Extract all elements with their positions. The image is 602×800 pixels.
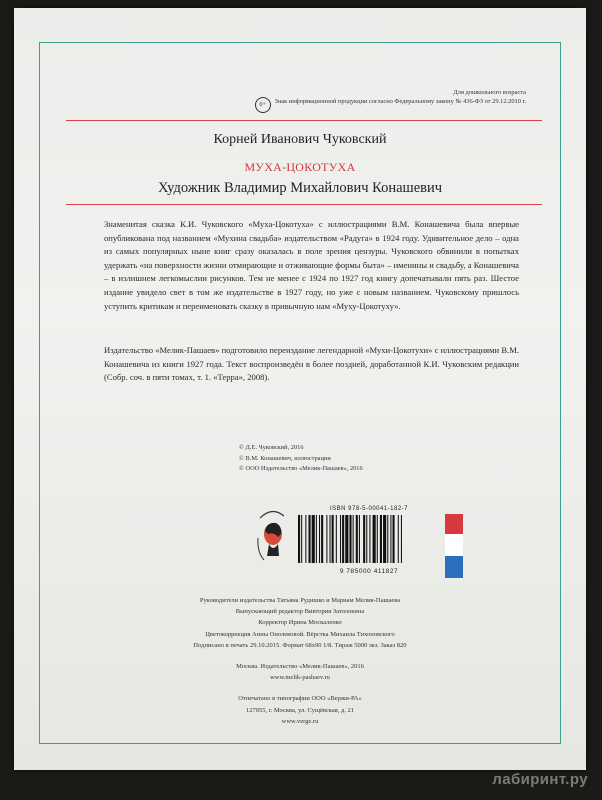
- age-badge: 0+: [255, 97, 271, 113]
- age-note-line2: Знак информационной продукции согласно Федеральному закону № 436-ФЗ от 29.12.2010 г.: [274, 98, 526, 106]
- copyright-line: © Д.Е. Чуковский, 2016: [239, 444, 304, 451]
- copyright-line: © В.М. Конашевич, иллюстрации: [239, 454, 331, 462]
- barcode-bar: [383, 515, 386, 563]
- barcode-bar: [340, 515, 341, 563]
- barcode-bar: [298, 515, 300, 563]
- printer-address: 127055, г. Москва, ул. Сущёвская, д. 21: [245, 706, 355, 714]
- barcode-bar: [359, 515, 360, 563]
- barcode-bar: [390, 515, 391, 563]
- description-paragraph-2: Издательство «Мелик-Пашаев» подготовило переиздание легендарной «Мухи-Цокотухи» с иллюстрациями В.М. Конашевича из книги 1927 года. Текст воспроизведён в более поздней, доработанной К.И. Чуковским редакции (Собр. соч. в пяти томах, т. 1. «Терра», 2008).: [104, 345, 519, 383]
- barcode-bar: [377, 515, 378, 563]
- copyright-block: [239, 443, 363, 475]
- barcode-bar: [321, 515, 323, 563]
- barcode-bar: [353, 515, 354, 563]
- barcode-bar: [380, 515, 382, 563]
- spacer: [14, 683, 586, 693]
- barcode-bar: [332, 515, 334, 563]
- age-note-line1: Для дошкольного возраста: [453, 89, 526, 96]
- barcode-bar: [342, 515, 344, 563]
- barcode-bar: [326, 515, 327, 563]
- barcode-bar: [366, 515, 367, 563]
- logo-block-red: [445, 514, 463, 534]
- divider-bottom: [66, 204, 542, 205]
- barcode-bar: [369, 515, 370, 563]
- publisher-line: Москва. Издательство «Мелик-Пашаев», 2016: [236, 663, 364, 671]
- logo-block-blue: [445, 556, 463, 578]
- publisher-url: www.melik-pashaev.ru: [270, 674, 330, 682]
- imprint-credits: [14, 595, 586, 727]
- site-watermark: лабиринт.ру: [492, 771, 588, 788]
- printer-line: Отпечатано в типографии ООО «Вержи-РА»: [238, 695, 362, 703]
- barcode-bar: [345, 515, 348, 563]
- printer-url: www.verge.ru: [281, 717, 319, 725]
- description-paragraph-1: Знаменитая сказка К.И. Чуковского «Муха-Цокотуха» с иллюстрациями В.М. Конашевича была впервые опубликована под названием «Мухина свадьба» издательством «Радуга» в 1924 году. Удивительное дело – одна из самых популярных ныне книг сразу оказалась в поле зрения цензуры. Чуковского обвинили в попытках удержать «на поверхности жизни отмирающие и отживающие формы быта» – именины и свадьбу, а Конашевича – в излишнем легкомыслии рисунков. Тем не менее с 1924 по 1927 год книгу допечатывали пять раз. Шестое издание увидело свет в том же издательстве в 1927 году, но уже с новым названием. Чуковскому пришлось уступить критикам и переименовать сказку в привычную нам «Муху-Цокотуху».: [104, 219, 519, 311]
- isbn-text: ISBN 978-5-00041-182-7: [329, 506, 409, 512]
- barcode-bar: [336, 515, 337, 563]
- barcode-bar: [305, 515, 306, 563]
- barcode-bar: [387, 515, 388, 563]
- credit-line: Цветокоррекция Анны Онолевовой. Вёрстка Михаила Тихоновского: [205, 630, 395, 638]
- author-name: Корней Иванович Чуковский: [213, 132, 387, 147]
- barcode-bar: [319, 515, 320, 563]
- barcode-bar: [373, 515, 376, 563]
- book-title: МУХА-ЦОКОТУХА: [244, 160, 356, 174]
- credit-line: Руководители издательства Татьяна Рудишко и Мариам Мелик-Пашаева: [199, 597, 401, 604]
- barcode-bar: [363, 515, 365, 563]
- barcode-bar: [301, 515, 302, 563]
- mp-publisher-logo: [445, 514, 463, 578]
- copyright-line: © ООО Издательство «Мелик-Пашаев», 2016: [239, 465, 363, 472]
- barcode-bar: [398, 515, 399, 563]
- barcode-bar: [356, 515, 358, 563]
- barcode-bar: [309, 515, 311, 563]
- isbn-barcode: [296, 506, 442, 576]
- logo-block-white: [445, 534, 463, 556]
- barcode-bar: [330, 515, 331, 563]
- publisher-portrait-logo: [254, 504, 290, 566]
- age-rating-note: [236, 88, 526, 113]
- illustrator-name: Художник Владимир Михайлович Конашевич: [157, 180, 443, 196]
- barcode-digits: 9 785000 411827: [339, 568, 399, 575]
- barcode-bar: [316, 515, 317, 563]
- credit-line: Корректор Ирина Москаленко: [258, 619, 342, 627]
- barcode-bar: [393, 515, 395, 563]
- credit-line: Выпускающий редактор Виктория Затолокина: [235, 608, 365, 616]
- barcode-bars: [296, 515, 442, 563]
- spacer: [14, 651, 586, 661]
- book-back-cover: [14, 8, 586, 770]
- divider-top: [66, 120, 542, 121]
- barcode-bar: [312, 515, 315, 563]
- barcode-bar: [401, 515, 402, 563]
- barcode-bar: [349, 515, 351, 563]
- credit-line: Подписано в печать 29.10.2015. Формат 68x90 1/8. Тираж 5000 экз. Заказ 820: [193, 641, 407, 649]
